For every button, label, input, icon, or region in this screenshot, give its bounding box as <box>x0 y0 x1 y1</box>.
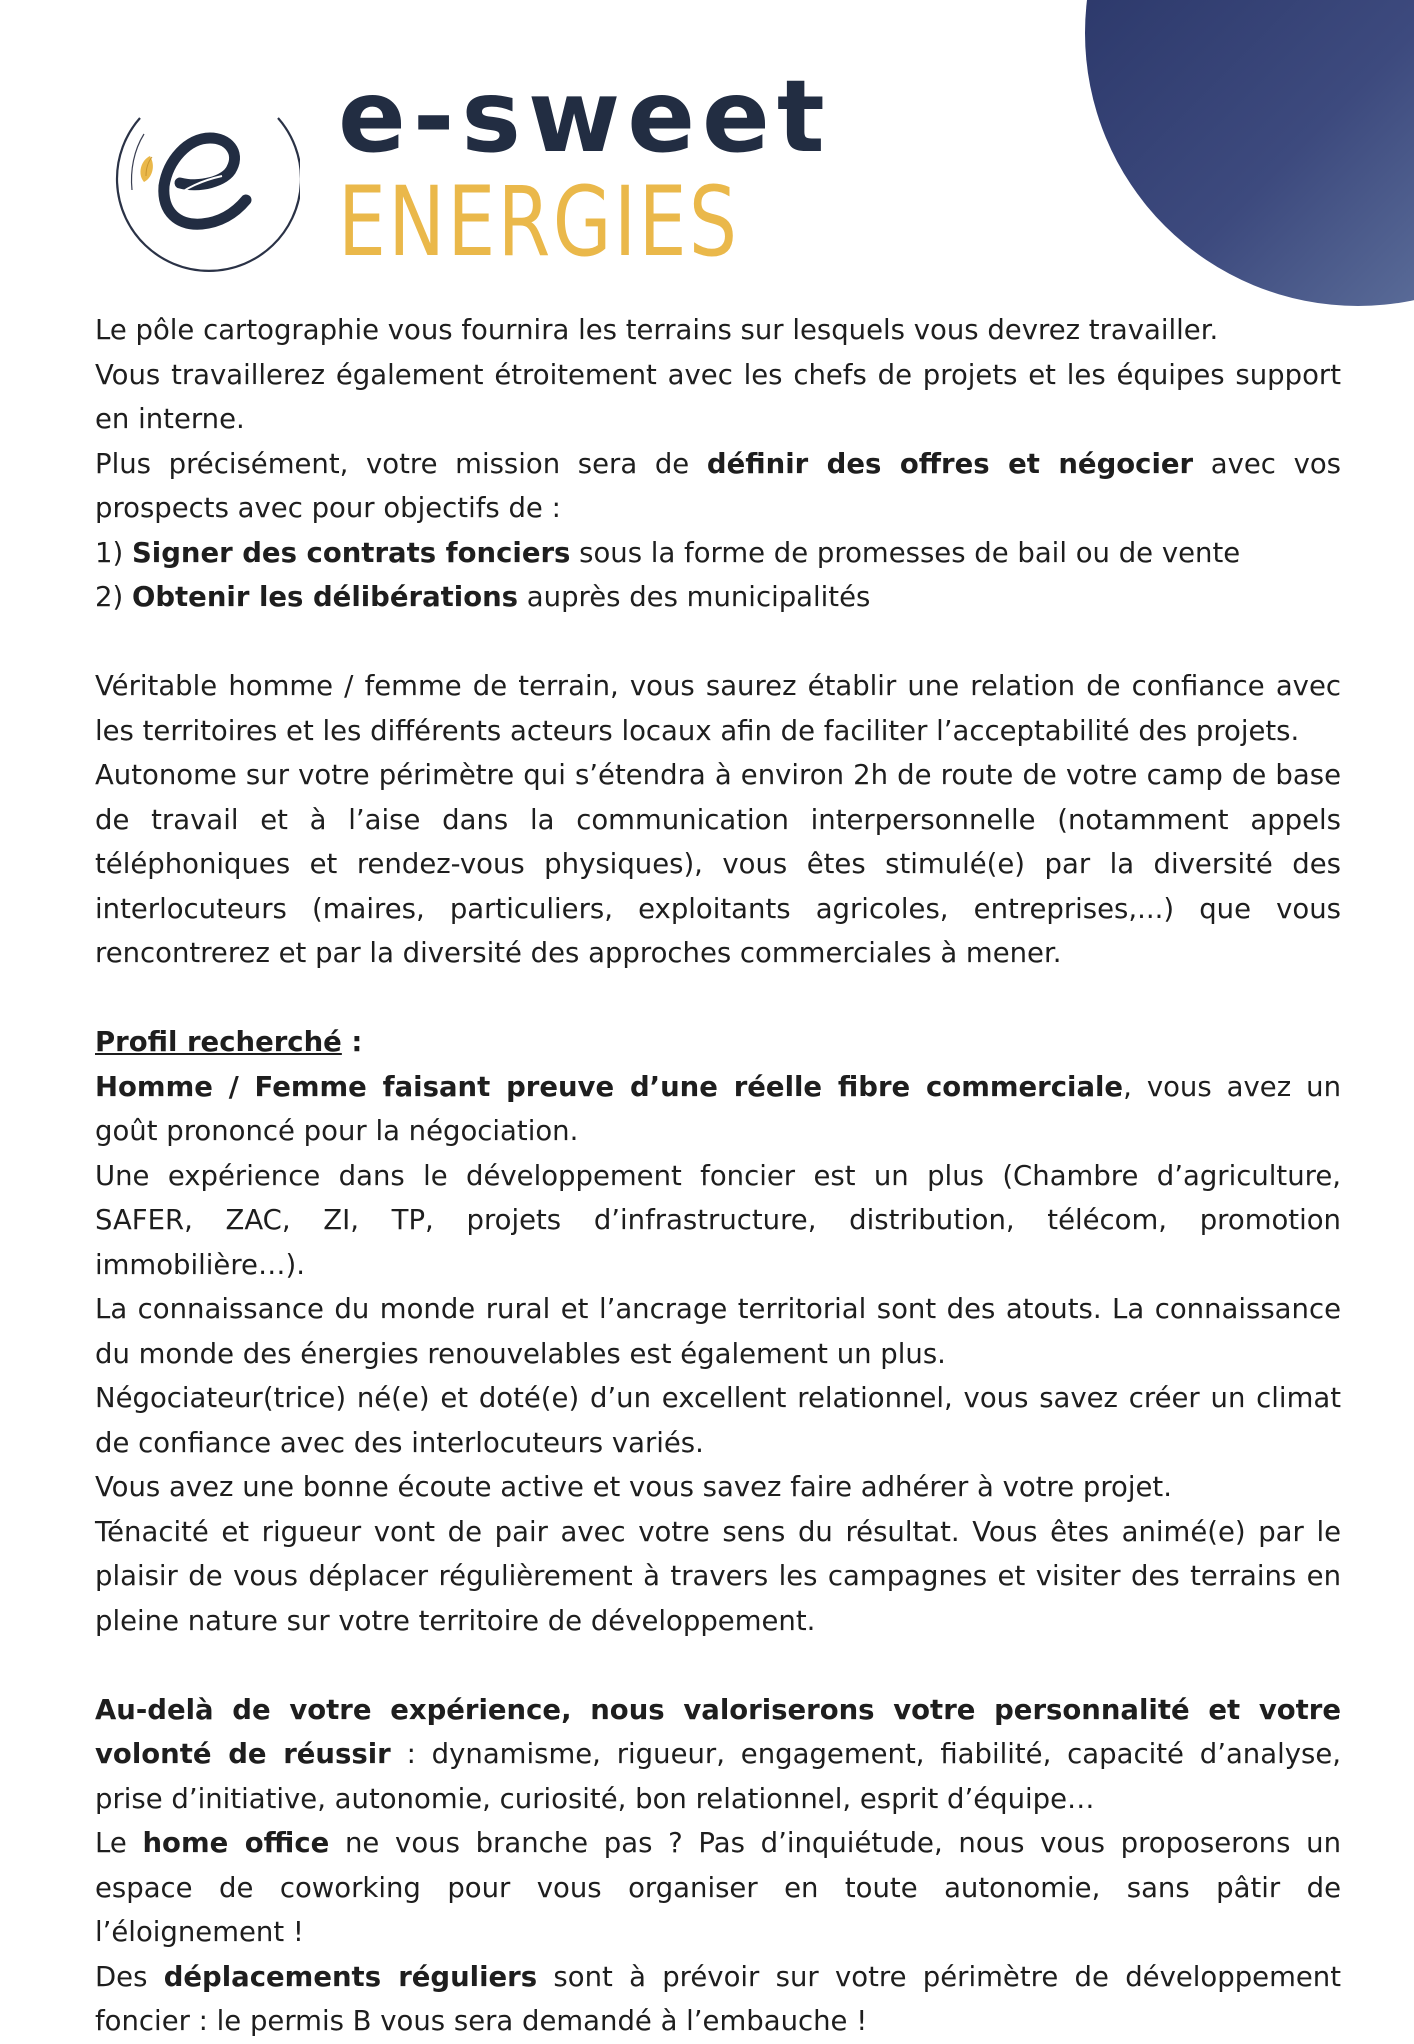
paragraph-text: Vous avez une bonne écoute active et vous savez faire adhérer à votre projet. <box>95 1471 1172 1503</box>
paragraph-text: La connaissance du monde rural et l’ancrage territorial sont des atouts. La connaissance du monde des énergies renouvelables est également un plus. <box>95 1293 1341 1370</box>
paragraph-text: avec vos prospects avec pour objectifs de : <box>95 447 1341 524</box>
paragraph-text: Plus précisément, votre mission sera de <box>95 447 707 480</box>
paragraph-text: Une expérience dans le développement foncier est un plus (Chambre d’agriculture, SAFER, ZAC, ZI, TP, projets d’infrastructure, distribution, télécom, promotion immobilière…). <box>95 1159 1341 1281</box>
emphasis-text: Obtenir les délibérations <box>131 581 519 613</box>
paragraph-text: Vous travaillerez également étroitement avec les chefs de projets et les équipes support en interne. <box>95 358 1341 435</box>
document-body <box>95 308 1341 2044</box>
heading-colon: : <box>341 1026 363 1058</box>
brand-name-primary: e-sweet <box>338 58 832 175</box>
paragraph-text: Ténacité et rigueur vont de pair avec votre sens du résultat. Vous êtes animé(e) par le plaisir de vous déplacer régulièrement à travers les campagnes et visiter des terrains en pleine nature sur votre territoire de développement. <box>95 1515 1341 1637</box>
corner-decorative-circle <box>1085 0 1414 306</box>
brand-name-secondary: ENERGIES <box>338 166 740 278</box>
paragraph-text: sous la forme de promesses de bail ou de vente <box>570 536 1241 569</box>
paragraph-text: ne vous branche pas ? Pas d’inquiétude, nous vous proposerons un espace de coworking pour vous organiser en toute autonomie, sans pâtir de l’éloignement ! <box>95 1827 1341 1948</box>
e-swirl-logo-icon <box>100 78 300 278</box>
paragraph-text: Véritable homme / femme de terrain, vous saurez établir une relation de confiance avec les territoires et les différents acteurs locaux afin de faciliter l’acceptabilité des projets. <box>95 670 1341 747</box>
list-item-objective-2 <box>95 575 1341 620</box>
paragraph-mission <box>95 442 1341 531</box>
paragraph-text: , vous avez un goût prononcé pour la négociation. <box>95 1070 1341 1147</box>
paragraph-travel <box>95 1955 1341 2044</box>
paragraph-collaboration <box>95 353 1341 442</box>
paragraph-autonomy <box>95 753 1341 976</box>
list-number: 2) <box>95 581 132 613</box>
emphasis-text: Au-delà de votre expérience, nous valoriserons votre personnalité et votre volonté de réussir <box>95 1693 1341 1770</box>
emphasis-text: Signer des contrats fonciers <box>131 536 571 569</box>
list-item-objective-1 <box>95 531 1341 576</box>
emphasis-text: Homme / Femme faisant preuve d’une réelle fibre commerciale <box>95 1070 1124 1103</box>
paragraph-tenacity <box>95 1510 1341 1644</box>
paragraph-rural-knowledge <box>95 1287 1341 1376</box>
paragraph-listening <box>95 1465 1341 1510</box>
paragraph-text: Le pôle cartographie vous fournira les terrains sur lesquels vous devrez travailler. <box>95 314 1219 346</box>
emphasis-text: définir des offres et négocier <box>706 447 1194 480</box>
paragraph-text: Autonome sur votre périmètre qui s’étendra à environ 2h de route de votre camp de base de travail et à l’aise dans la communication interpersonnelle (notamment appels téléphoniques et rendez-vous physiques), vous êtes stimulé(e) par la diversité des interlocuteurs (maires, particuliers, exploitants agricoles, entreprises,...) que vous rencontrerez et par la diversité des approches commerciales à mener. <box>95 759 1341 969</box>
paragraph-negotiator <box>95 1376 1341 1465</box>
paragraph-text: auprès des municipalités <box>518 581 871 613</box>
paragraph-text: Négociateur(trice) né(e) et doté(e) d’un excellent relationnel, vous savez créer un climat de confiance avec des interlocuteurs variés. <box>95 1382 1341 1459</box>
paragraph-home-office <box>95 1821 1341 1955</box>
paragraph-text: Des <box>95 1960 164 1993</box>
section-heading-profile <box>95 1020 1341 1065</box>
paragraph-text: Le <box>95 1827 143 1859</box>
paragraph-field-role <box>95 664 1341 753</box>
paragraph-personality <box>95 1688 1341 1822</box>
paragraph-text: sont à prévoir sur votre périmètre de développement foncier : le permis B vous sera demandé à l’embauche ! <box>95 1960 1341 2037</box>
emphasis-text: home office <box>142 1827 330 1859</box>
paragraph-text: : dynamisme, rigueur, engagement, fiabilité, capacité d’analyse, prise d’initiative, autonomie, curiosité, bon relationnel, esprit d’équipe… <box>95 1738 1341 1815</box>
paragraph-experience <box>95 1154 1341 1288</box>
section-heading-text: Profil recherché <box>95 1026 342 1058</box>
paragraph-cartography <box>95 308 1341 353</box>
list-number: 1) <box>95 536 132 569</box>
paragraph-commercial <box>95 1065 1341 1154</box>
emphasis-text: déplacements réguliers <box>163 1960 538 1993</box>
